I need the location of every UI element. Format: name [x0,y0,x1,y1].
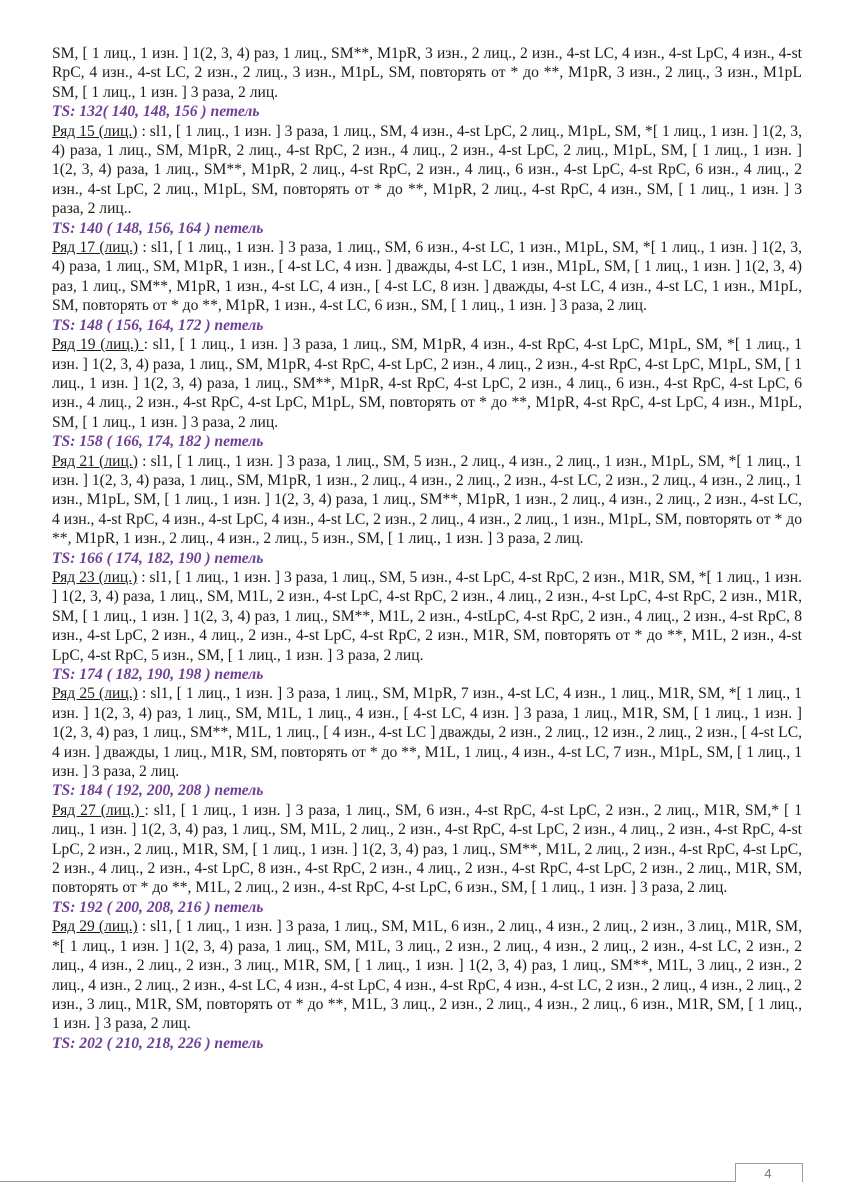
stitch-total: TS: 140 ( 148, 156, 164 ) петель [52,219,264,237]
row-instructions: : sl1, [ 1 лиц., 1 изн. ] 3 раза, 1 лиц., SM, 6 изн., 4-st RpC, 4-st LpC, 2 изн., 2 лиц., M1R, SM,* [ 1 лиц., 1 изн. ] 1(2, 3, 4) раз, 1 лиц., SM, M1L, 2 лиц., 2 изн., 4-st RpC, 4-st LpC, 2 изн., 4 лиц., 2 изн., 4-st RpC, 4-st LpC, 2 изн., 2 лиц., M1R, SM, [ 1 лиц., 1 изн. ] 1(2, 3, 4) раз, 1 лиц., SM**, M1L, 2 лиц., 2 изн., 4-st RpC, 4-st LpC, 2 изн., 4 лиц., 2 изн., 4-st LpC, 8 изн., 4-st RpC, 2 изн., 4 лиц., 2 изн., 4-st RpC, 4-st LpC, 2 изн., 2 лиц., M1R, SM, повторять от * до **, M1L, 2 лиц., 2 изн., 4-st RpC, 4-st LpC, 6 изн., SM, [ 1 лиц., 1 изн. ] 3 раза, 2 лиц. [52,801,802,897]
row-instructions: : sl1, [ 1 лиц., 1 изн. ] 3 раза, 1 лиц., SM, M1L, 6 изн., 2 лиц., 4 изн., 2 лиц., 2 изн., 3 лиц., M1R, SM, *[ 1 лиц., 1 изн. ] 1(2, 3, 4) раза, 1 лиц., SM, M1L, 3 лиц., 2 изн., 2 лиц., 4 изн., 2 лиц., 2 изн., 4-st LC, 2 изн., 2 лиц., 4 изн., 2 лиц., 2 изн., 3 лиц., M1R, SM, [ 1 лиц., 1 изн. ] 1(2, 3, 4) раз, 1 лиц., SM**, M1L, 3 лиц., 2 изн., 2 лиц., 4 изн., 2 лиц., 2 изн., 4-st LC, 4 изн., 4-st LpC, 4 изн., 4-st RpC, 4 изн., 4-st LC, 2 изн., 2 лиц., 4 изн., 2 лиц., 2 изн., 3 лиц., M1R, SM, повторять от * до **, M1L, 3 лиц., 2 изн., 2 лиц., 4 изн., 2 лиц., 6 изн., M1R, SM, [ 1 лиц., 1 изн. ] 3 раза, 2 лиц. [52,918,802,1033]
row-label: Ряд 19 (лиц.) [52,336,144,354]
row-label: Ряд 25 (лиц.) [52,685,138,703]
row-instructions: : sl1, [ 1 лиц., 1 изн. ] 3 раза, 1 лиц., SM, M1pR, 4 изн., 4-st RpC, 4-st LpC, M1pL, SM, *[ 1 лиц., 1 изн. ] 1(2, 3, 4) раза, 1 лиц., SM, M1pR, 4-st RpC, 4-st LpC, 2 изн., 4 лиц., 2 изн., 4-st RpC, 4-st LpC, M1pL, SM, [ 1 лиц., 1 изн. ] 1(2, 3, 4) раза, 1 лиц., SM**, M1pR, 4-st RpC, 4-st LpC, 2 изн., 4 лиц., 6 изн., 4-st RpC, 4-st LpC, 6 изн., 4 лиц., 2 изн., 4-st RpC, 4-st LpC, M1pL, SM, повторять от * до **, M1pR, 4-st RpC, 4-st LpC, 4 изн., M1pL, SM, [ 1 лиц., 1 изн. ] 3 раза, 2 лиц. [52,336,802,431]
stitch-total: TS: 202 ( 210, 218, 226 ) петель [52,1034,264,1052]
row-label: Ряд 27 (лиц.) [52,801,145,819]
row-instructions: : sl1, [ 1 лиц., 1 изн. ] 3 раза, 1 лиц., SM, 6 изн., 4-st LC, 1 изн., M1pL, SM, *[ 1 лиц., 1 изн. ] 1(2, 3, 4) раза, 1 лиц., SM, M1pR, 1 изн., [ 4-st LC, 4 изн. ] дважды, 4-st LC, 1 изн., M1pL, SM, [ 1 лиц., 1 изн. ] 1(2, 3, 4) раз, 1 лиц., SM**, M1pR, 1 изн., 4-st LC, 4 изн., [ 4-st LC, 8 изн. ] дважды, 4-st LC, 4 изн., 4-st LC, 1 изн., M1pL, SM, повторять от * до **, M1pR, 1 изн., 4-st LC, 6 изн., SM, [ 1 лиц., 1 изн. ] 3 раза, 2 лиц. [52,239,802,315]
stitch-total: TS: 192 ( 200, 208, 216 ) петель [52,898,264,916]
row-paragraph [52,122,802,219]
row-label: Ряд 21 (лиц.) [52,452,138,470]
row-instructions: : sl1, [ 1 лиц., 1 изн. ] 3 раза, 1 лиц., SM, 5 изн., 4-st LpC, 4-st RpC, 2 изн., M1R, SM, *[ 1 лиц., 1 изн. ] 1(2, 3, 4) раза, 1 лиц., SM, M1L, 2 изн., 4-st LpC, 4-st RpC, 2 изн., 4 лиц., 2 изн., 4-st LpC, 4-st RpC, 2 изн., M1R, SM, [ 1 лиц., 1 изн. ] 1(2, 3, 4) раз, 1 лиц., SM**, M1L, 2 изн., 4-stLpC, 4-st RpC, 2 изн., 4 лиц., 2 изн., 4-st RpC, 8 изн., 4-st LpC, 2 изн., 4 лиц., 2 изн., 4-st LpC, 4-st RpC, 2 изн., M1R, SM, повторять от * до **, M1L, 2 изн., 4-st LpC, 4-st RpC, 5 изн., SM, [ 1 лиц., 1 изн. ] 3 раза, 2 лиц. [52,568,802,664]
stitch-total: TS: 174 ( 182, 190, 198 ) петель [52,666,264,683]
row-instructions: : sl1, [ 1 лиц., 1 изн. ] 3 раза, 1 лиц., SM, 4 изн., 4-st LpC, 2 лиц., M1pL, SM, *[ 1 лиц., 1 изн. ] 1(2, 3, 4) раза, 1 лиц., SM, M1pR, 2 лиц., 4-st RpC, 2 изн., 4 лиц., 2 изн., 4-st LpC, 2 лиц., M1pL, SM, [ 1 лиц., 1 изн. ] 1(2, 3, 4) раза, 1 лиц., SM**, M1pR, 2 лиц., 4-st RpC, 2 изн., 4 лиц., 6 изн., 4-st LpC, 4-st RpC, 6 изн., 4 лиц., 2 изн., 4-st LpC, 2 лиц., M1pL, SM, повторять от * до **, M1pR, 2 лиц., 4-st RpC, 4 изн., SM, [ 1 лиц., 1 изн. ] 3 раза, 2 лиц.. [52,122,802,218]
pattern-text [52,44,802,1053]
row-paragraph [52,801,802,898]
row-instructions: : sl1, [ 1 лиц., 1 изн. ] 3 раза, 1 лиц., SM, 5 изн., 2 лиц., 4 изн., 2 лиц., 1 изн., M1pL, SM, *[ 1 лиц., 1 изн. ] 1(2, 3, 4) раза, 1 лиц., SM, M1pR, 1 изн., 2 лиц., 4 изн., 2 лиц., 2 изн., 4-st LC, 2 изн., 2 лиц., 4 изн., 2 лиц., 1 изн., M1pL, SM, [ 1 лиц., 1 изн. ] 1(2, 3, 4) раза, 1 лиц., SM**, M1pR, 1 изн., 2 лиц., 4 изн., 2 лиц., 2 изн., 4-st LC, 4 изн., 4-st RpC, 4 изн., 4-st LpC, 4 изн., 4-st LC, 2 изн., 2 лиц., 4 изн., 2 лиц., 1 изн., M1pL, SM, повторять от * до **, M1pR, 1 изн., 2 лиц., 4 изн., 2 лиц., 5 изн., SM, [ 1 лиц., 1 изн. ] 3 раза, 2 лиц. [52,452,802,548]
row-paragraph [52,917,802,1033]
intro-paragraph: SM, [ 1 лиц., 1 изн. ] 1(2, 3, 4) раз, 1 лиц., SM**, M1pR, 3 изн., 2 лиц., 2 изн., 4-st LC, 4 изн., 4-st LpC, 4 изн., 4-st RpC, 4 изн., 4-st LC, 2 изн., 2 лиц., 3 изн., M1pL, SM, повторять от * до **, M1pR, 3 изн., 2 лиц., 3 изн., M1pL SM, [ 1 лиц., 1 изн. ] 3 раза, 2 лиц. [52,45,802,101]
intro-stitch-total: TS: 132( 140, 148, 156 ) петель [52,103,260,121]
row-instructions: : sl1, [ 1 лиц., 1 изн. ] 3 раза, 1 лиц., SM, M1pR, 7 изн., 4-st LC, 4 изн., 1 лиц., M1R, SM, *[ 1 лиц., 1 изн. ] 1(2, 3, 4) раз, 1 лиц., SM, M1L, 1 лиц., 4 изн., [ 4-st LC, 4 изн. ] 3 раза, 1 лиц., M1R, SM, [ 1 лиц., 1 изн. ] 1(2, 3, 4) раз, 1 лиц., SM**, M1L, 1 лиц., [ 4 изн., 4-st LC ] дважды, 2 изн., 2 лиц., 12 изн., 2 лиц., 2 изн., [ 4-st LC, 4 изн. ] дважды, 1 лиц., M1R, SM, повторять от * до **, M1L, 1 лиц., 4 изн., 4-st LC, 7 изн., M1pL, SM, [ 1 лиц., 1 изн. ] 3 раза, 2 лиц. [52,685,802,781]
row-paragraph [52,568,802,665]
stitch-total: TS: 148 ( 156, 164, 172 ) петель [52,316,264,334]
row-paragraph [52,452,802,549]
stitch-total: TS: 166 ( 174, 182, 190 ) петель [52,549,264,567]
page-number: 4 [764,1166,772,1181]
row-paragraph [52,335,802,432]
row-label: Ряд 15 (лиц.) [52,122,138,140]
row-label: Ряд 29 (лиц.) [52,918,138,936]
row-label: Ряд 17 (лиц.) [52,239,139,257]
row-paragraph [52,684,802,781]
stitch-total: TS: 158 ( 166, 174, 182 ) петель [52,433,264,451]
row-label: Ряд 23 (лиц.) [52,568,138,586]
row-paragraph [52,238,802,316]
footer-rule [0,1181,735,1182]
stitch-total: TS: 184 ( 192, 200, 208 ) петель [52,782,264,800]
